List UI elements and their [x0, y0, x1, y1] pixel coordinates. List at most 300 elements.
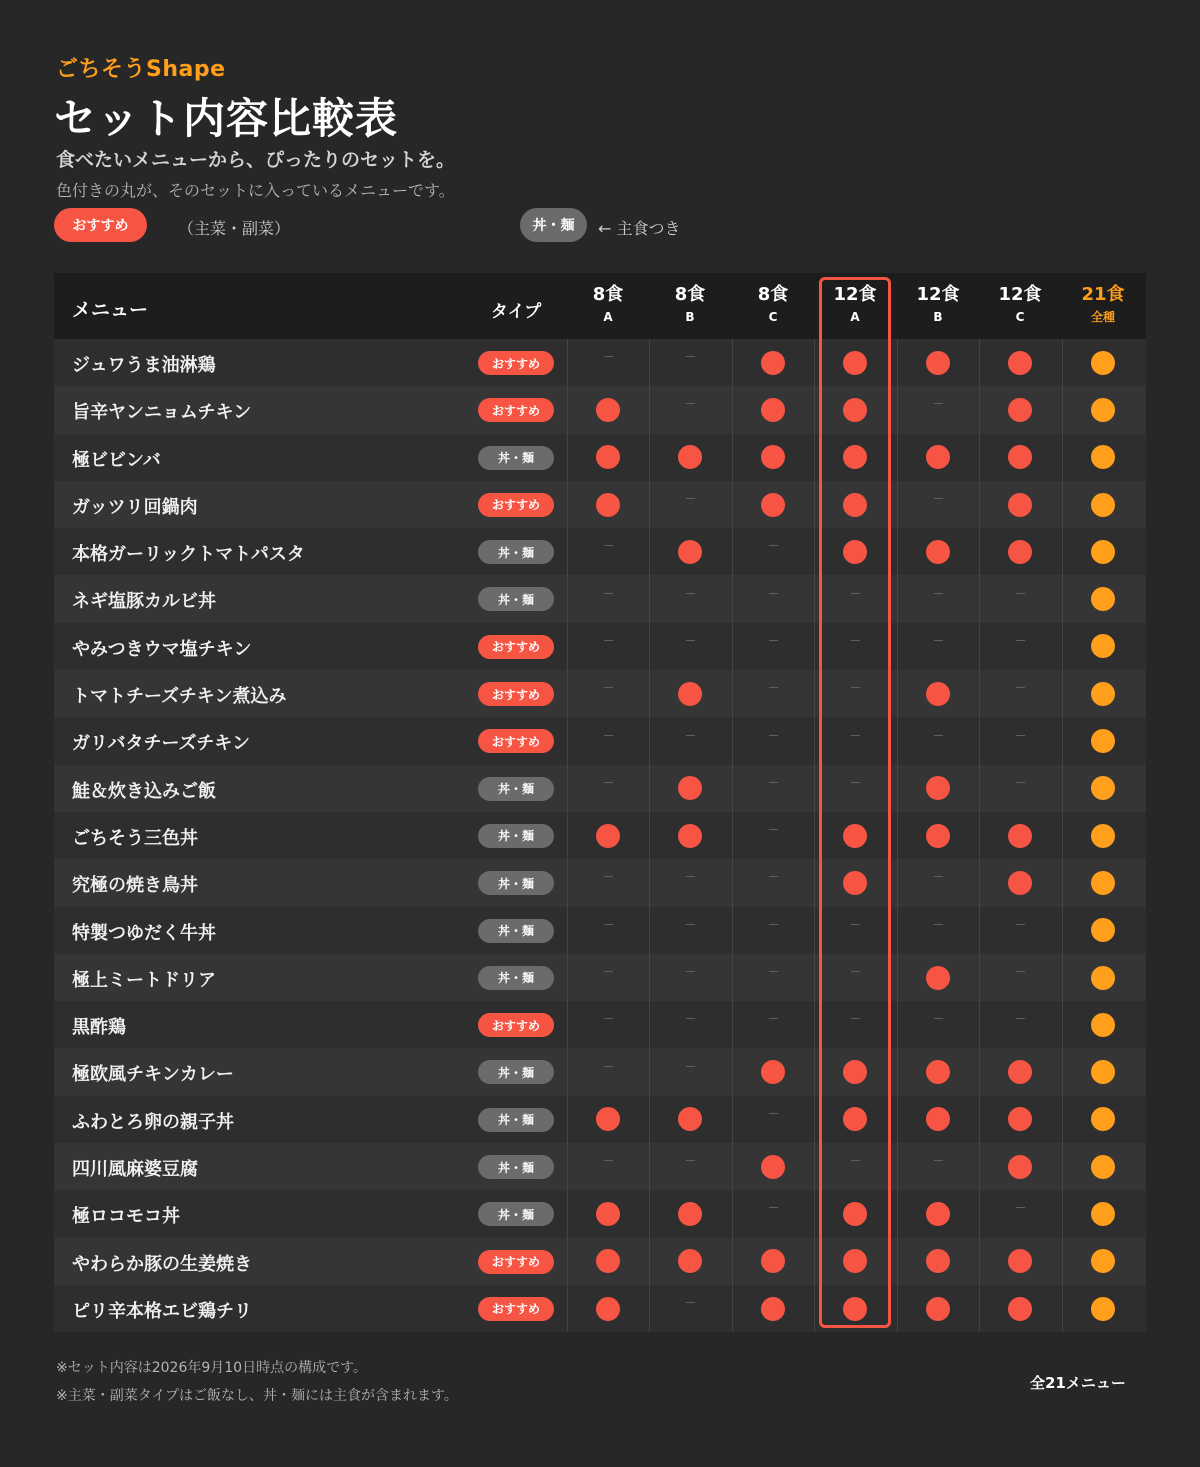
set-cell [897, 765, 979, 812]
included-dot [1091, 587, 1115, 611]
not-included-dash [769, 1207, 778, 1208]
not-included-dash [851, 640, 860, 641]
menu-name: やみつきウマ塩チキン [72, 638, 252, 660]
set-cell [732, 1190, 814, 1237]
set-cell [979, 1048, 1061, 1095]
included-dot [1091, 682, 1115, 706]
included-dot [1091, 1060, 1115, 1084]
included-dot [1091, 871, 1115, 895]
set-cell [1062, 434, 1144, 481]
set-cell [732, 1096, 814, 1143]
header-set-4 [897, 284, 979, 325]
included-dot [761, 1297, 785, 1321]
set-cell [897, 481, 979, 528]
not-included-dash [851, 924, 860, 925]
set-cell [567, 1190, 649, 1237]
not-included-dash [1016, 687, 1025, 688]
menu-name: 旨辛ヤンニョムチキン [72, 402, 252, 424]
not-included-dash [1016, 924, 1025, 925]
included-dot [843, 1107, 867, 1131]
included-dot [843, 540, 867, 564]
not-included-dash [851, 735, 860, 736]
set-cell [649, 623, 731, 670]
included-dot [1091, 1107, 1115, 1131]
set-cell [732, 859, 814, 906]
header-set-count: 12食 [998, 284, 1042, 305]
included-dot [1008, 540, 1032, 564]
type-badge-recommended: おすすめ [478, 635, 554, 659]
not-included-dash [851, 782, 860, 783]
header-set-5 [979, 284, 1061, 325]
type-badge-donburi: 丼・麺 [478, 446, 554, 470]
included-dot [678, 1107, 702, 1131]
included-dot [1091, 1249, 1115, 1273]
header-set-variant: B [685, 310, 695, 324]
included-dot [1091, 634, 1115, 658]
header-set-variant: C [1015, 310, 1025, 324]
included-dot [1091, 351, 1115, 375]
included-dot [926, 1107, 950, 1131]
included-dot [843, 1249, 867, 1273]
set-cell [979, 575, 1061, 622]
set-cell [979, 434, 1061, 481]
header-set-count: 21食 [1081, 284, 1125, 305]
menu-name: 四川風麻婆豆腐 [72, 1159, 198, 1181]
set-cell [567, 434, 649, 481]
not-included-dash [604, 876, 613, 877]
set-cell [979, 670, 1061, 717]
included-dot [926, 351, 950, 375]
not-included-dash [1016, 593, 1025, 594]
set-cell [814, 1143, 896, 1190]
set-cell [649, 1238, 731, 1285]
included-dot [843, 1297, 867, 1321]
included-dot [596, 1107, 620, 1131]
table-row [54, 670, 1146, 717]
table-row [54, 434, 1146, 481]
included-dot [678, 1249, 702, 1273]
included-dot [1091, 824, 1115, 848]
set-cell [567, 670, 649, 717]
included-dot [761, 351, 785, 375]
included-dot [1008, 824, 1032, 848]
set-cell [979, 1238, 1061, 1285]
not-included-dash [1016, 735, 1025, 736]
legend-donburi-text: ← 主食つき [598, 219, 681, 238]
set-cell [814, 386, 896, 433]
not-included-dash [769, 593, 778, 594]
type-badge-recommended: おすすめ [478, 729, 554, 753]
set-cell [1062, 481, 1144, 528]
set-cell [814, 954, 896, 1001]
included-dot [678, 540, 702, 564]
not-included-dash [769, 876, 778, 877]
included-dot [761, 1060, 785, 1084]
not-included-dash [686, 1302, 695, 1303]
set-cell [649, 1001, 731, 1048]
menu-name: ガッツリ回鍋肉 [72, 496, 198, 518]
included-dot [1008, 351, 1032, 375]
not-included-dash [934, 498, 943, 499]
set-cell [897, 1143, 979, 1190]
not-included-dash [851, 1160, 860, 1161]
type-badge-donburi: 丼・麺 [478, 1155, 554, 1179]
not-included-dash [851, 687, 860, 688]
set-cell [567, 1143, 649, 1190]
set-cell [1062, 528, 1144, 575]
menu-name: 特製つゆだく牛丼 [72, 922, 216, 944]
set-cell [814, 859, 896, 906]
set-cell [1062, 670, 1144, 717]
included-dot [926, 1202, 950, 1226]
set-cell [814, 481, 896, 528]
table-row [54, 1048, 1146, 1095]
set-cell [732, 1238, 814, 1285]
included-dot [926, 445, 950, 469]
menu-name: 黒酢鶏 [72, 1017, 126, 1039]
set-cell [649, 812, 731, 859]
type-badge-donburi: 丼・麺 [478, 540, 554, 564]
set-cell [567, 954, 649, 1001]
menu-name: ごちそう三色丼 [72, 827, 198, 849]
type-badge-donburi: 丼・麺 [478, 1108, 554, 1132]
included-dot [1091, 445, 1115, 469]
set-cell [979, 1096, 1061, 1143]
not-included-dash [769, 687, 778, 688]
included-dot [926, 776, 950, 800]
set-cell [979, 859, 1061, 906]
set-cell [567, 1001, 649, 1048]
page-title: セット内容比較表 [54, 94, 399, 143]
not-included-dash [1016, 640, 1025, 641]
type-badge-donburi: 丼・麺 [478, 1202, 554, 1226]
included-dot [843, 493, 867, 517]
header-menu: メニュー [72, 299, 149, 321]
included-dot [843, 1060, 867, 1084]
table-row [54, 1001, 1146, 1048]
not-included-dash [1016, 1207, 1025, 1208]
menu-name: やわらか豚の生姜焼き [72, 1253, 252, 1275]
type-badge-recommended: おすすめ [478, 351, 554, 375]
set-cell [732, 339, 814, 386]
not-included-dash [769, 782, 778, 783]
not-included-dash [686, 924, 695, 925]
set-cell [732, 717, 814, 764]
table-row [54, 907, 1146, 954]
menu-name: 極ビビンバ [72, 449, 161, 471]
not-included-dash [686, 735, 695, 736]
column-divider [732, 339, 733, 1332]
set-cell [567, 575, 649, 622]
set-cell [732, 812, 814, 859]
menu-name: 極ロコモコ丼 [72, 1206, 180, 1228]
menu-name: 究極の焼き鳥丼 [72, 875, 198, 897]
not-included-dash [769, 971, 778, 972]
not-included-dash [851, 1018, 860, 1019]
set-cell [1062, 386, 1144, 433]
table-row [54, 1238, 1146, 1285]
set-cell [979, 623, 1061, 670]
set-cell [732, 481, 814, 528]
set-cell [649, 765, 731, 812]
page-subtitle: 食べたいメニューから、ぴったりのセットを。 [56, 149, 456, 171]
not-included-dash [769, 640, 778, 641]
set-cell [1062, 859, 1144, 906]
set-cell [897, 859, 979, 906]
set-cell [1062, 1001, 1144, 1048]
included-dot [843, 398, 867, 422]
not-included-dash [686, 1018, 695, 1019]
set-cell [649, 1143, 731, 1190]
set-cell [1062, 907, 1144, 954]
not-included-dash [604, 545, 613, 546]
set-cell [649, 717, 731, 764]
included-dot [926, 1060, 950, 1084]
included-dot [678, 1202, 702, 1226]
included-dot [1008, 1107, 1032, 1131]
set-cell [897, 1048, 979, 1095]
menu-name: ネギ塩豚カルビ丼 [72, 591, 216, 613]
set-cell [897, 623, 979, 670]
set-cell [567, 907, 649, 954]
set-cell [649, 1048, 731, 1095]
included-dot [678, 682, 702, 706]
not-included-dash [851, 593, 860, 594]
set-cell [649, 1096, 731, 1143]
set-cell [1062, 575, 1144, 622]
included-dot [926, 966, 950, 990]
set-cell [814, 1048, 896, 1095]
included-dot [596, 1202, 620, 1226]
type-badge-recommended: おすすめ [478, 398, 554, 422]
included-dot [596, 824, 620, 848]
set-cell [567, 1285, 649, 1332]
set-cell [649, 670, 731, 717]
type-badge-recommended: おすすめ [478, 1013, 554, 1037]
type-badge-donburi: 丼・麺 [478, 777, 554, 801]
not-included-dash [934, 593, 943, 594]
set-cell [979, 717, 1061, 764]
header-set-variant: 全種 [1090, 310, 1115, 324]
included-dot [1091, 493, 1115, 517]
total-count: 全21メニュー [1030, 1374, 1126, 1392]
not-included-dash [934, 735, 943, 736]
set-cell [649, 1190, 731, 1237]
comparison-table [54, 273, 1146, 1332]
set-cell [897, 339, 979, 386]
set-cell [897, 1001, 979, 1048]
included-dot [1091, 1297, 1115, 1321]
not-included-dash [686, 1160, 695, 1161]
included-dot [1008, 1297, 1032, 1321]
table-row [54, 481, 1146, 528]
not-included-dash [934, 924, 943, 925]
not-included-dash [604, 1066, 613, 1067]
set-cell [567, 812, 649, 859]
legend-recommended-text: （主菜・副菜） [178, 219, 291, 238]
included-dot [843, 351, 867, 375]
table-row [54, 717, 1146, 764]
table-row [54, 1143, 1146, 1190]
included-dot [761, 445, 785, 469]
table-row [54, 954, 1146, 1001]
set-cell [814, 1190, 896, 1237]
not-included-dash [604, 735, 613, 736]
set-cell [979, 765, 1061, 812]
not-included-dash [686, 876, 695, 877]
table-row [54, 386, 1146, 433]
set-cell [979, 1285, 1061, 1332]
not-included-dash [686, 403, 695, 404]
not-included-dash [686, 640, 695, 641]
table-row [54, 339, 1146, 386]
set-cell [1062, 339, 1144, 386]
set-cell [814, 1285, 896, 1332]
not-included-dash [934, 1160, 943, 1161]
header-set-count: 12食 [833, 284, 877, 305]
set-cell [897, 717, 979, 764]
header-set-count: 12食 [916, 284, 960, 305]
header-type: タイプ [490, 302, 542, 322]
set-cell [732, 1048, 814, 1095]
included-dot [1008, 1249, 1032, 1273]
header-set-count: 8食 [757, 284, 789, 305]
included-dot [926, 1297, 950, 1321]
set-cell [814, 812, 896, 859]
header-set-count: 8食 [674, 284, 706, 305]
not-included-dash [686, 971, 695, 972]
set-cell [732, 623, 814, 670]
header-set-6 [1062, 284, 1144, 325]
set-cell [732, 575, 814, 622]
set-cell [897, 575, 979, 622]
set-cell [649, 481, 731, 528]
set-cell [649, 859, 731, 906]
table-row [54, 528, 1146, 575]
table-row [54, 1285, 1146, 1332]
not-included-dash [769, 829, 778, 830]
header-set-1 [649, 284, 731, 325]
set-cell [732, 434, 814, 481]
included-dot [1091, 1202, 1115, 1226]
set-cell [814, 1001, 896, 1048]
set-cell [732, 1143, 814, 1190]
not-included-dash [769, 735, 778, 736]
set-cell [649, 907, 731, 954]
type-badge-recommended: おすすめ [478, 682, 554, 706]
not-included-dash [934, 403, 943, 404]
included-dot [926, 824, 950, 848]
type-badge-donburi: 丼・麺 [478, 824, 554, 848]
set-cell [567, 339, 649, 386]
included-dot [596, 1297, 620, 1321]
column-divider [897, 339, 898, 1332]
set-cell [567, 386, 649, 433]
included-dot [1091, 729, 1115, 753]
footnote-1: ※セット内容は2026年9月10日時点の構成です。 [56, 1360, 367, 1376]
set-cell [1062, 1285, 1144, 1332]
included-dot [596, 493, 620, 517]
set-cell [979, 528, 1061, 575]
not-included-dash [934, 640, 943, 641]
type-badge-donburi: 丼・麺 [478, 871, 554, 895]
table-body [54, 339, 1146, 1332]
set-cell [814, 528, 896, 575]
set-cell [567, 717, 649, 764]
set-cell [1062, 717, 1144, 764]
included-dot [678, 776, 702, 800]
set-cell [1062, 765, 1144, 812]
type-badge-donburi: 丼・麺 [478, 587, 554, 611]
included-dot [1008, 398, 1032, 422]
set-cell [1062, 1143, 1144, 1190]
included-dot [596, 1249, 620, 1273]
menu-name: トマトチーズチキン煮込み [72, 686, 287, 708]
column-divider [1062, 339, 1063, 1332]
not-included-dash [686, 1066, 695, 1067]
set-cell [897, 528, 979, 575]
set-cell [649, 434, 731, 481]
set-cell [814, 717, 896, 764]
set-cell [1062, 812, 1144, 859]
included-dot [843, 824, 867, 848]
set-cell [979, 1190, 1061, 1237]
set-cell [814, 623, 896, 670]
set-cell [649, 386, 731, 433]
included-dot [1091, 776, 1115, 800]
set-cell [649, 1285, 731, 1332]
column-divider [979, 339, 980, 1332]
not-included-dash [1016, 782, 1025, 783]
header-set-3 [814, 284, 896, 325]
set-cell [732, 954, 814, 1001]
included-dot [1091, 1013, 1115, 1037]
set-cell [1062, 1238, 1144, 1285]
set-cell [567, 1238, 649, 1285]
not-included-dash [604, 687, 613, 688]
set-cell [567, 481, 649, 528]
included-dot [761, 1249, 785, 1273]
header-set-2 [732, 284, 814, 325]
included-dot [1091, 398, 1115, 422]
table-row [54, 623, 1146, 670]
menu-name: 本格ガーリックトマトパスタ [72, 544, 305, 566]
set-cell [897, 812, 979, 859]
table-row [54, 1096, 1146, 1143]
set-cell [814, 765, 896, 812]
set-cell [897, 954, 979, 1001]
set-cell [979, 1143, 1061, 1190]
included-dot [761, 493, 785, 517]
set-cell [567, 528, 649, 575]
set-cell [732, 907, 814, 954]
menu-name: ふわとろ卵の親子丼 [72, 1111, 234, 1133]
set-cell [1062, 954, 1144, 1001]
not-included-dash [686, 498, 695, 499]
not-included-dash [1016, 1018, 1025, 1019]
included-dot [761, 398, 785, 422]
header-set-count: 8食 [592, 284, 624, 305]
included-dot [678, 824, 702, 848]
not-included-dash [769, 545, 778, 546]
not-included-dash [604, 356, 613, 357]
set-cell [979, 812, 1061, 859]
set-cell [979, 339, 1061, 386]
set-cell [1062, 1048, 1144, 1095]
set-cell [649, 528, 731, 575]
set-cell [897, 670, 979, 717]
not-included-dash [851, 971, 860, 972]
